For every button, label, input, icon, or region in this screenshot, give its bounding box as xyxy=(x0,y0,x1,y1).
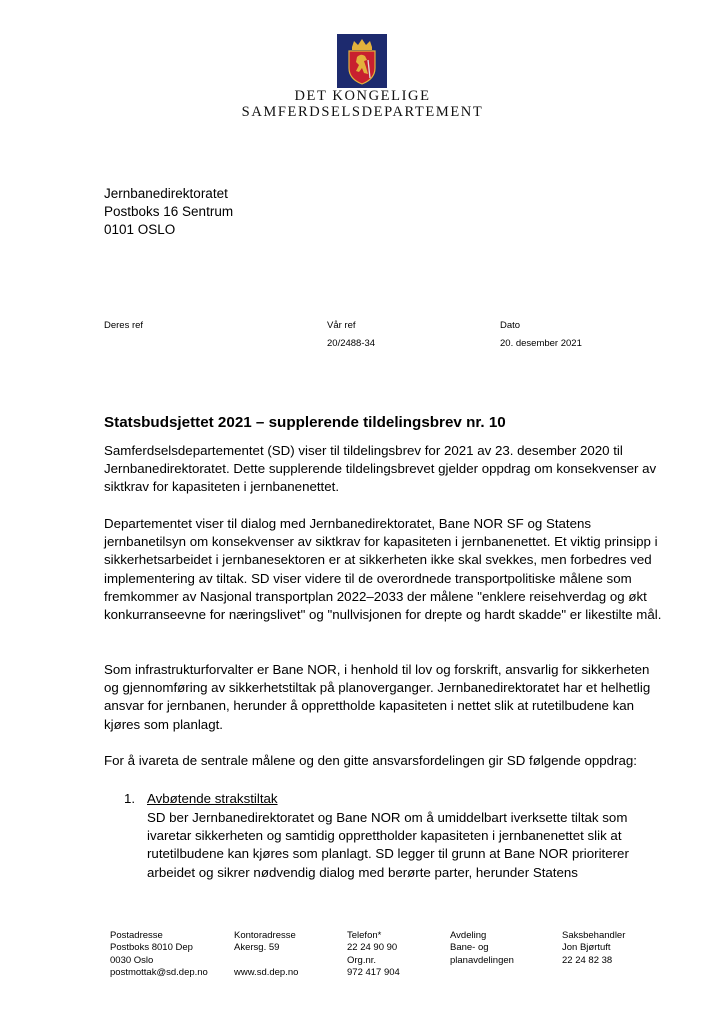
footer-label: Avdeling xyxy=(450,930,487,941)
footer-value: planavdelingen xyxy=(450,954,514,966)
coat-of-arms-logo xyxy=(337,34,387,88)
footer-value: 22 24 82 38 xyxy=(562,954,613,966)
list-item-text: SD ber Jernbanedirektoratet og Bane NOR om å umiddelbart iverksette tiltak som ivaretar sikkerheten og samtidig opprettholder kapasiteten i jernbanenettet slik at rutetilbudene kan kjøres som planlagt. SD legger til grunn at Bane NOR prioriterer arbeidet og sikrer nødvendig dialog med berørte parter, herunder Statens xyxy=(147,810,629,880)
footer-saksbehandler xyxy=(562,930,625,967)
footer-value: 972 417 904 xyxy=(347,967,400,979)
var-ref-value: 20/2488-34 xyxy=(327,338,376,349)
footer-label: Telefon* xyxy=(347,930,382,941)
list-item-number: 1. xyxy=(124,791,136,806)
footer-avdeling xyxy=(450,930,514,967)
paragraph-assignment-intro: For å ivareta de sentrale målene og den gitte ansvarsfordelingen gir SD følgende oppdrag: xyxy=(104,753,637,768)
paragraph-dialog: Departementet viser til dialog med Jernbanedirektoratet, Bane NOR SF og Statens jernbanetilsyn om konsekvenser av siktkrav for kapasiteten i jernbanenettet. Et viktig prinsipp i sikkerhetsarbeidet i jernbanesektoren er at sikkerheten ikke skal svekkes, men forbedres ved implementering av tiltak. SD viser videre til de overordnede transportpolitiske målene som fremkommer av Nasjonal transportplan 2022–2033 der målene "enklere reisehverdag og økt konkurranseevne for næringslivet" og "nullvisjonen for drepte og hardt skadde" er likestilte mål. xyxy=(104,516,662,623)
footer-value: 0030 Oslo xyxy=(110,954,154,966)
footer-value: Akersg. 59 xyxy=(234,942,280,954)
deres-ref-label: Deres ref xyxy=(104,320,144,331)
footer-email-link[interactable]: postmottak@sd.dep.no xyxy=(110,967,208,979)
paragraph-responsibility: Som infrastrukturforvalter er Bane NOR, i henhold til lov og forskrift, ansvarlig for sikkerheten og gjennomføring av sikkerhetstiltak på planoverganger. Jernbanedirektoratet har et helhetlig ansvar for jernbanen, herunder å opprettholde kapasiteten i nettet slik at rutetilbudene kan kjøres som planlagt. xyxy=(104,662,651,732)
footer-label: Postadresse xyxy=(110,930,163,941)
recipient-box: Postboks 16 Sentrum xyxy=(104,204,234,219)
footer-kontoradresse xyxy=(234,930,298,980)
dato-value: 20. desember 2021 xyxy=(500,338,582,349)
footer-spacer xyxy=(234,955,298,967)
footer-value: Jon Bjørtuft xyxy=(562,942,611,954)
department-name-line1: DET KONGELIGE xyxy=(294,88,431,104)
footer-value: Postboks 8010 Dep xyxy=(110,942,193,954)
department-name-line2: SAMFERDSELSDEPARTEMENT xyxy=(241,104,484,120)
recipient-city: 0101 OSLO xyxy=(104,222,176,237)
letter-title: Statsbudsjettet 2021 – supplerende tildelingsbrev nr. 10 xyxy=(104,414,506,431)
footer-value: Bane- og xyxy=(450,942,489,954)
dato-label: Dato xyxy=(500,320,521,331)
footer-label: Kontoradresse xyxy=(234,930,296,941)
footer-value: 22 24 90 90 xyxy=(347,942,398,954)
footer-label: Org.nr. xyxy=(347,954,377,966)
footer-telefon xyxy=(347,930,400,980)
recipient-name: Jernbanedirektoratet xyxy=(104,186,228,201)
footer-label: Saksbehandler xyxy=(562,930,626,941)
paragraph-intro: Samferdselsdepartementet (SD) viser til tildelingsbrev for 2021 av 23. desember 2020 til Jernbanedirektoratet. Dette supplerende tildelingsbrevet gjelder oppdrag om konsekvenser av siktkrav for kapasiteten i jernbanenettet. xyxy=(104,443,657,495)
list-item-heading: Avbøtende strakstiltak xyxy=(147,791,278,806)
var-ref-label: Vår ref xyxy=(327,320,356,331)
footer-postadresse xyxy=(110,930,208,980)
footer-website-link[interactable]: www.sd.dep.no xyxy=(234,967,299,979)
